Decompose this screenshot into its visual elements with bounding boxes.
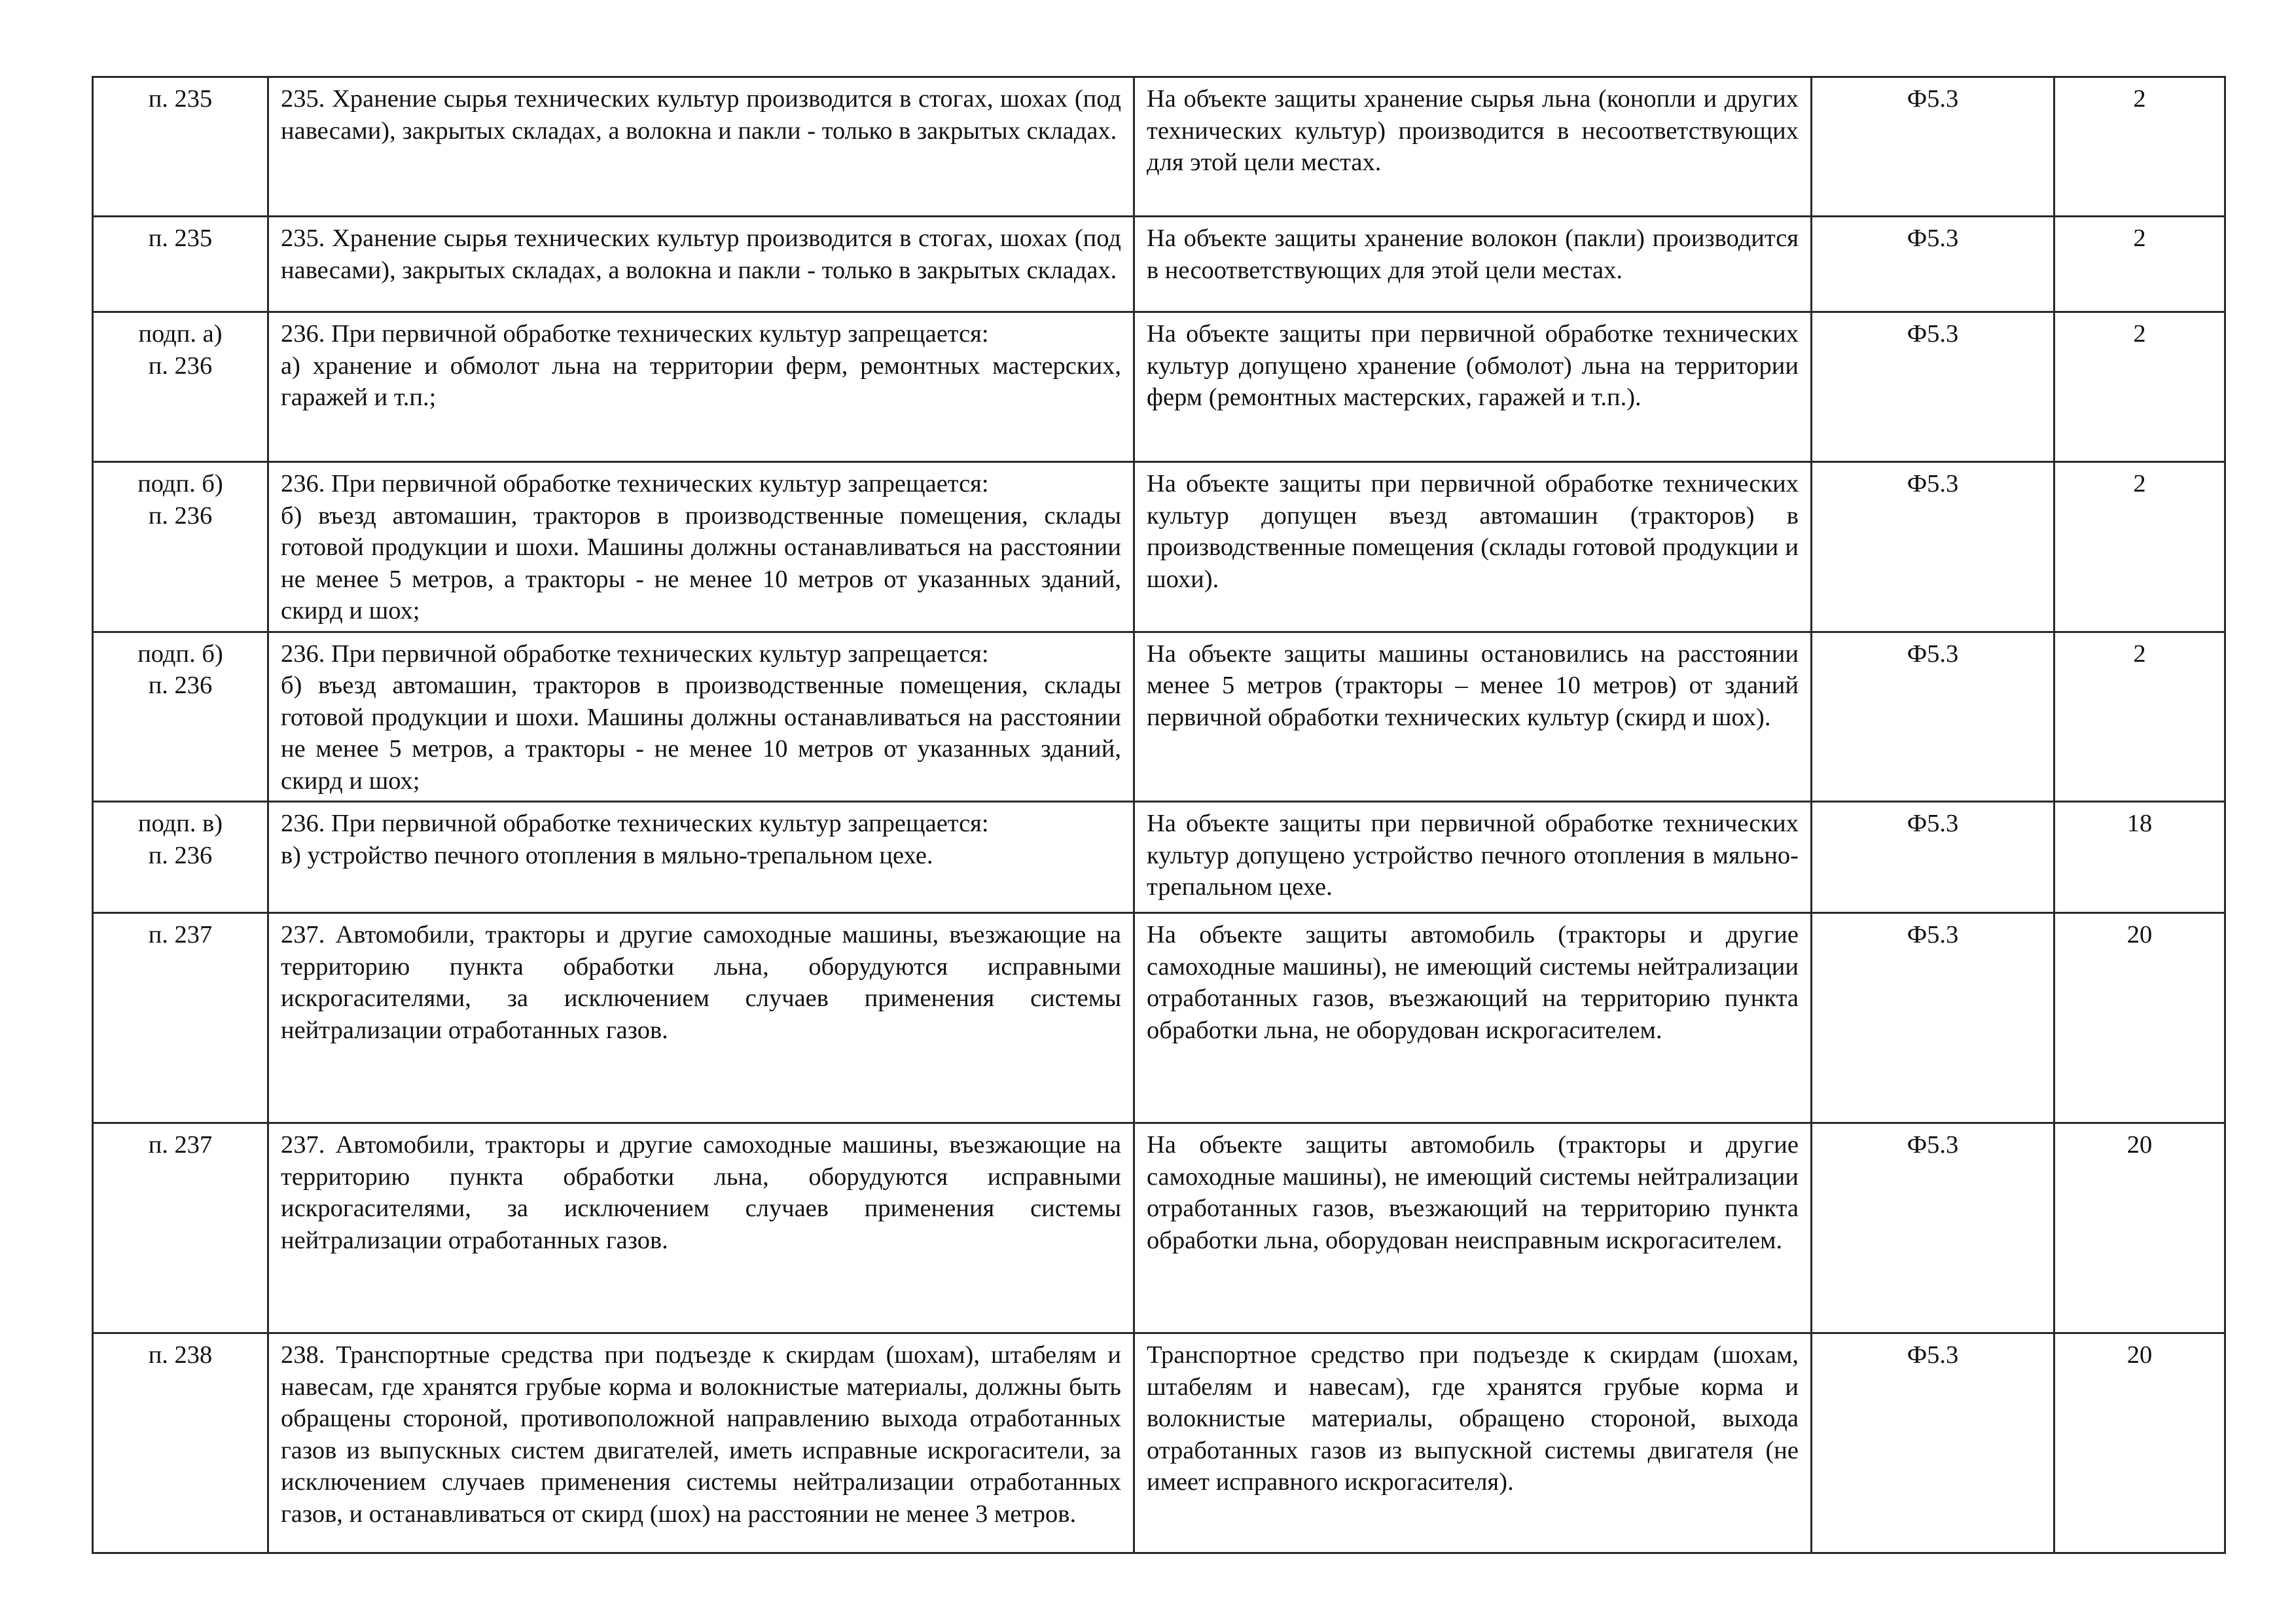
table-row: [93, 913, 2225, 1123]
violation-cell: Транспортное средство при подъезде к скирдам (шохам, штабелям и навесам), где хранятся грубые корма и волокнистые материалы, обращено стороной, выхода отработанных газов из выпускной системы двигателя (не имеет исправного искрогасителя).: [1134, 1333, 1812, 1553]
clause-ref-cell: п. 237: [93, 1123, 268, 1333]
number-cell: 2: [2054, 77, 2225, 217]
violation-cell: На объекте защиты при первичной обработке технических культур допущен въезд автомашин (тракторов) в производственные помещения (склады готовой продукции и шохи).: [1134, 462, 1812, 632]
violation-cell: На объекте защиты автомобиль (тракторы и другие самоходные машины), не имеющий системы нейтрализации отработанных газов, въезжающий на территорию пункта обработки льна, оборудован неисправным искрогасителем.: [1134, 1123, 1812, 1333]
class-cell: Ф5.3: [1812, 312, 2054, 462]
table-row: [93, 217, 2225, 312]
violation-cell: На объекте защиты при первичной обработке технических культур допущено устройство печного отопления в мяльно-трепальном цехе.: [1134, 802, 1812, 913]
number-cell: 20: [2054, 1333, 2225, 1553]
violation-cell: На объекте защиты хранение сырья льна (конопли и других технических культур) производится в несоответствующих для этой цели местах.: [1134, 77, 1812, 217]
table-row: [93, 312, 2225, 462]
violation-cell: На объекте защиты автомобиль (тракторы и другие самоходные машины), не имеющий системы нейтрализации отработанных газов, въезжающий на территорию пункта обработки льна, не оборудован искрогасителем.: [1134, 913, 1812, 1123]
table-body: [93, 77, 2225, 1553]
table-row: [93, 802, 2225, 913]
class-cell: Ф5.3: [1812, 913, 2054, 1123]
requirement-cell: 236. При первичной обработке технических культур запрещается: б) въезд автомашин, тракторов в производственные помещения, склады готовой продукции и шохи. Машины должны останавливаться на расстоянии не менее 5 метров, а тракторы - не менее 10 метров от указанных зданий, скирд и шох;: [268, 632, 1134, 802]
number-cell: 18: [2054, 802, 2225, 913]
table-row: [93, 77, 2225, 217]
requirement-cell: 238. Транспортные средства при подъезде к скирдам (шохам), штабелям и навесам, где хранятся грубые корма и волокнистые материалы, должны быть обращены стороной, противоположной направлению выхода отработанных газов из выпускных систем двигателей, иметь исправные искрогасители, за исключением случаев применения системы нейтрализации отработанных газов, и останавливаться от скирд (шох) на расстоянии не менее 3 метров.: [268, 1333, 1134, 1553]
class-cell: Ф5.3: [1812, 802, 2054, 913]
requirement-cell: 237. Автомобили, тракторы и другие самоходные машины, въезжающие на территорию пункта обработки льна, оборудуются исправными искрогасителями, за исключением случаев применения системы нейтрализации отработанных газов.: [268, 1123, 1134, 1333]
clause-ref-cell: п. 235: [93, 77, 268, 217]
number-cell: 20: [2054, 1123, 2225, 1333]
clause-ref-cell: подп. б) п. 236: [93, 632, 268, 802]
clause-ref-cell: п. 238: [93, 1333, 268, 1553]
class-cell: Ф5.3: [1812, 217, 2054, 312]
class-cell: Ф5.3: [1812, 462, 2054, 632]
clause-ref-cell: подп. в) п. 236: [93, 802, 268, 913]
clause-ref-cell: подп. а) п. 236: [93, 312, 268, 462]
requirement-cell: 235. Хранение сырья технических культур производится в стогах, шохах (под навесами), закрытых складах, а волокна и пакли - только в закрытых складах.: [268, 217, 1134, 312]
table-row: [93, 462, 2225, 632]
class-cell: Ф5.3: [1812, 632, 2054, 802]
requirement-cell: 236. При первичной обработке технических культур запрещается: б) въезд автомашин, тракторов в производственные помещения, склады готовой продукции и шохи. Машины должны останавливаться на расстоянии не менее 5 метров, а тракторы - не менее 10 метров от указанных зданий, скирд и шох;: [268, 462, 1134, 632]
violations-table: [92, 76, 2226, 1554]
number-cell: 20: [2054, 913, 2225, 1123]
class-cell: Ф5.3: [1812, 1123, 2054, 1333]
number-cell: 2: [2054, 462, 2225, 632]
class-cell: Ф5.3: [1812, 1333, 2054, 1553]
clause-ref-cell: подп. б) п. 236: [93, 462, 268, 632]
class-cell: Ф5.3: [1812, 77, 2054, 217]
requirement-cell: 236. При первичной обработке технических культур запрещается: в) устройство печного отопления в мяльно-трепальном цехе.: [268, 802, 1134, 913]
violation-cell: На объекте защиты при первичной обработке технических культур допущено хранение (обмолот) льна на территории ферм (ремонтных мастерских, гаражей и т.п.).: [1134, 312, 1812, 462]
table-row: [93, 632, 2225, 802]
violation-cell: На объекте защиты машины остановились на расстоянии менее 5 метров (тракторы – менее 10 метров) от зданий первичной обработки технических культур (скирд и шох).: [1134, 632, 1812, 802]
table-row: [93, 1123, 2225, 1333]
requirement-cell: 235. Хранение сырья технических культур производится в стогах, шохах (под навесами), закрытых складах, а волокна и пакли - только в закрытых складах.: [268, 77, 1134, 217]
violation-cell: На объекте защиты хранение волокон (пакли) производится в несоответствующих для этой цели местах.: [1134, 217, 1812, 312]
number-cell: 2: [2054, 632, 2225, 802]
number-cell: 2: [2054, 312, 2225, 462]
requirement-cell: 237. Автомобили, тракторы и другие самоходные машины, въезжающие на территорию пункта обработки льна, оборудуются исправными искрогасителями, за исключением случаев применения системы нейтрализации отработанных газов.: [268, 913, 1134, 1123]
requirement-cell: 236. При первичной обработке технических культур запрещается: а) хранение и обмолот льна на территории ферм, ремонтных мастерских, гаражей и т.п.;: [268, 312, 1134, 462]
clause-ref-cell: п. 235: [93, 217, 268, 312]
table-row: [93, 1333, 2225, 1553]
clause-ref-cell: п. 237: [93, 913, 268, 1123]
number-cell: 2: [2054, 217, 2225, 312]
